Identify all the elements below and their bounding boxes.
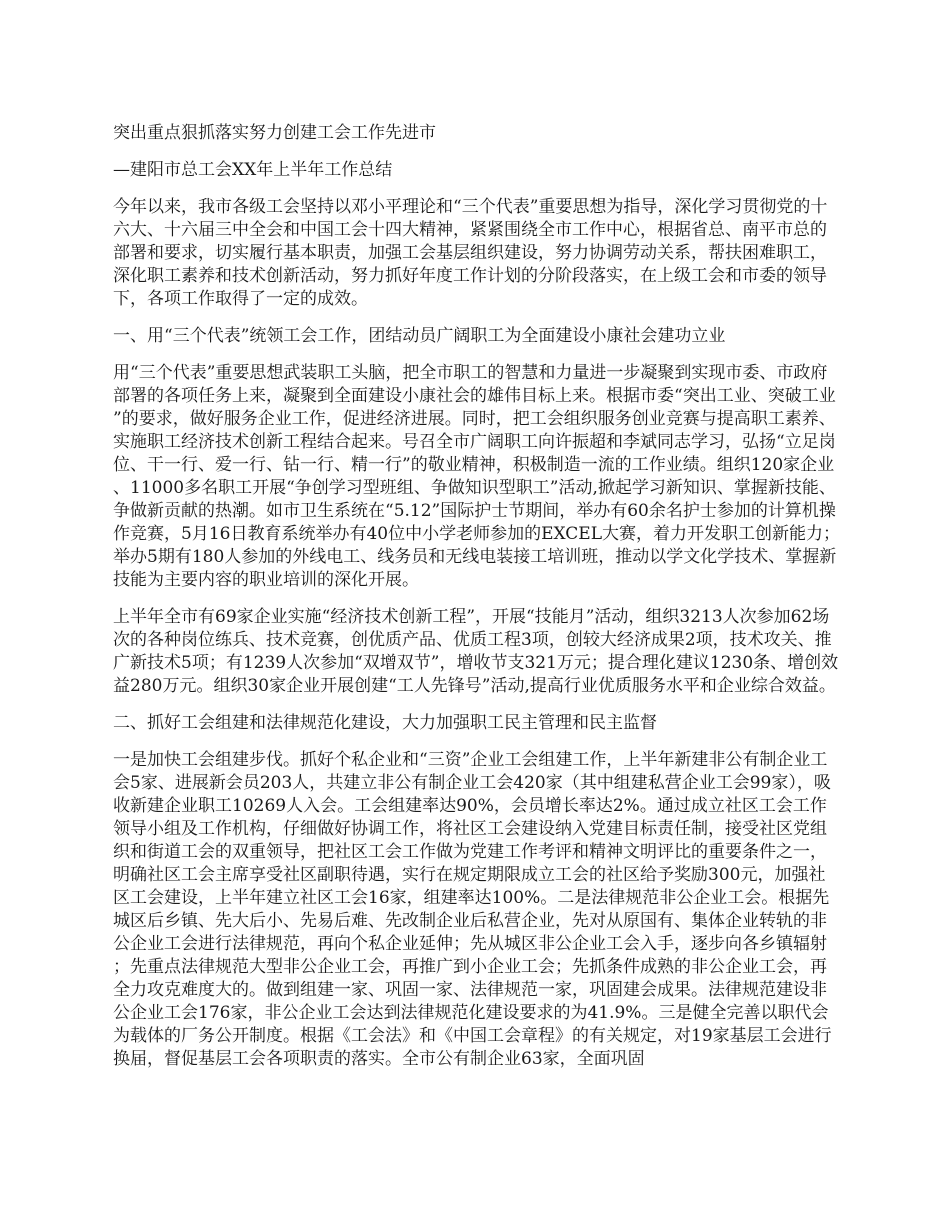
section-2-paragraph-1: 一是加快工会组建步伐。抓好个私企业和“三资”企业工会组建工作，上半年新建非公有制企业工会5家、进展新会员203人，共建立非公有制企业工会420家（其中组建私营企业工会99家），吸收新建企业职工10269人入会。工会组建率达90%，会员增长率达2%。通过成立社区工会工作领导小组及工作机构，仔细做好协调工作，将社区工会建设纳入党建目标责任制，接受社区党组织和街道工会的双重领导，把社区工会工作做为党建工作考评和精神文明评比的重要条件之一，明确社区工会主席享受社区副职待遇，实行在规定期限成立工会的社区给予奖励300元，加强社区工会建设，上半年建立社区工会16家，组建率达100%。二是法律规范非公企业工会。根据先城区后乡镇、先大后小、先易后难、先改制企业后私营企业，先对从原国有、集体企业转轨的非公企业工会进行法律规范，再向个私企业延伸；先从城区非公企业工会入手，逐步向各乡镇辐射；先重点法律规范大型非公企业工会，再推广到小企业工会；先抓条件成熟的非公企业工会，再全力攻克难度大的。做到组建一家、巩固一家、法律规范一家，巩固建会成果。法律规范建设非公企业工会176家，非公企业工会达到法律规范化建设要求的为41.9%。三是健全完善以职代会为载体的厂务公开制度。根据《工会法》和《中国工会章程》的有关规定，对19家基层工会进行换届，督促基层工会各项职责的落实。全市公有制企业63家，全面巩固 <box>113 750 832 1069</box>
section-1-paragraph-1: 用“三个代表”重要思想武装职工头脑，把全市职工的智慧和力量进一步凝聚到实现市委、市政府部署的各项任务上来，凝聚到全面建设小康社会的雄伟目标上来。根据市委“突出工业、突破工业”的要求，做好服务企业工作，促进经济进展。同时，把工会组织服务创业竞赛与提高职工素养、实施职工经济技术创新工程结合起来。号召全市广阔职工向许振超和李斌同志学习，弘扬“立足岗位、干一行、爱一行、钻一行、精一行”的敬业精神，积极制造一流的工作业绩。组织120家企业、11000多名职工开展“争创学习型班组、争做知识型职工”活动,掀起学习新知识、掌握新技能、争做新贡献的热潮。如市卫生系统在“5.12”国际护士节期间，举办有60余名护士参加的计算机操作竞赛，5月16日教育系统举办有40位中小学老师参加的EXCEL大赛，着力开发职工创新能力；举办5期有180人参加的外线电工、线务员和无线电装接工培训班，推动以学文化学技术、掌握新技能为主要内容的职业培训的深化开展。 <box>113 363 840 590</box>
section-1-heading: 一、用“三个代表”统领工会工作，团结动员广阔职工为全面建设小康社会建功立业 <box>113 326 726 346</box>
intro-paragraph: 今年以来，我市各级工会坚持以邓小平理论和“三个代表”重要思想为指导，深化学习贯彻党的十六大、十六届三中全会和中国工会十四大精神，紧紧围绕全市工作中心，根据省总、南平市总的部署和要求，切实履行基本职责，加强工会基层组织建设，努力协调劳动关系，帮扶困难职工，深化职工素养和技术创新活动，努力抓好年度工作计划的分阶段落实，在上级工会和市委的领导下，各项工作取得了一定的成效。 <box>113 197 828 309</box>
section-1-paragraph-2: 上半年全市有69家企业实施“经济技术创新工程”，开展“技能月”活动，组织3213人次参加62场次的各种岗位练兵、技术竞赛，创优质产品、优质工程3项，创较大经济成果2项，技术攻关、推广新技术5项；有1239人次参加“双增双节”，增收节支321万元；提合理化建议1230条、增创效益280万元。组织30家企业开展创建“工人先锋号”活动,提高行业优质服务水平和企业综合效益。 <box>113 607 839 696</box>
document-title: 突出重点狠抓落实努力创建工会工作先进市 <box>113 123 436 143</box>
section-2-heading: 二、抓好工会组建和法律规范化建设，大力加强职工民主管理和民主监督 <box>113 713 657 733</box>
document-body <box>113 122 841 1085</box>
document-subtitle: —建阳市总工会XX年上半年工作总结 <box>113 160 393 180</box>
